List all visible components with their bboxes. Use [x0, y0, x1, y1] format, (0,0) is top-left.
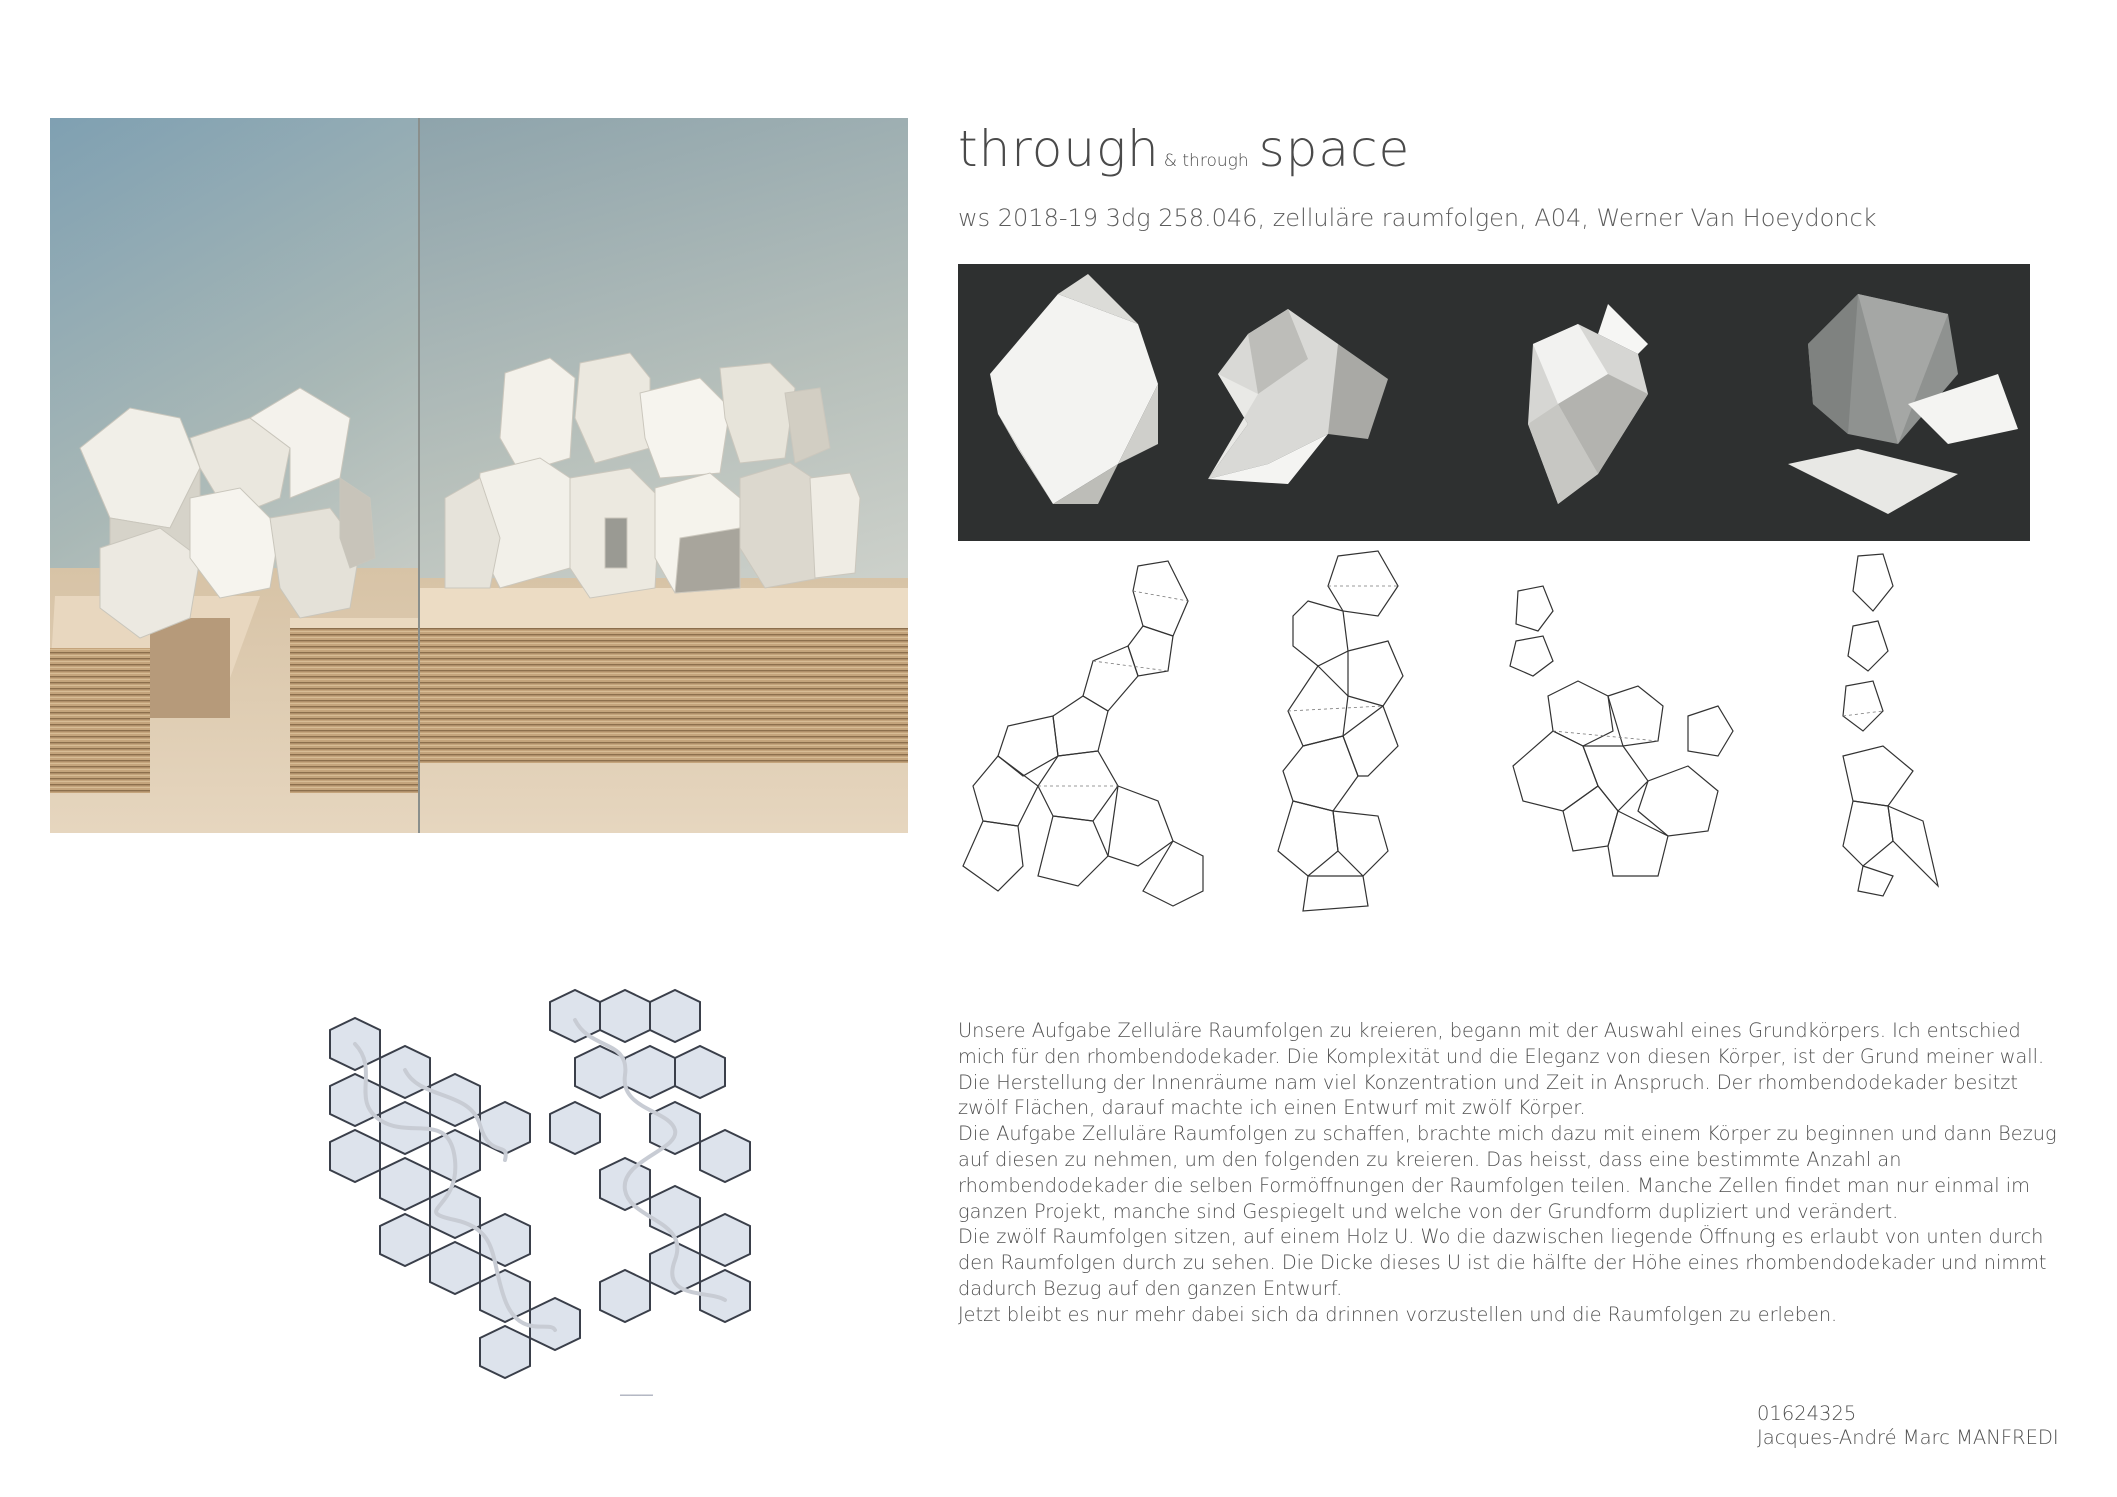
title-word-1: through — [958, 120, 1160, 178]
model-photo — [50, 118, 908, 833]
description-paragraph-3: Die zwölf Raumfolgen sitzen, auf einem Holz U. Wo die dazwischen liegende Öffnung es erlaubt von unten durch den Raumfolgen durch zu sehen. Die Dicke dieses U ist die hälfte der Höhe eines rhombendodekader und nimmt dadurch Bezug auf den ganzen Entwurf. — [958, 1225, 2047, 1300]
student-id: 01624325 — [1757, 1402, 1857, 1425]
cell-renderings-band — [958, 264, 2030, 541]
net-4 — [1843, 554, 1938, 896]
net-2 — [1278, 551, 1403, 911]
description-paragraph-4: Jetzt bleibt es nur mehr dabei sich da drinnen vorzustellen und die Raumfolgen zu erleben. — [958, 1302, 1838, 1326]
project-description — [958, 1018, 2068, 1328]
net-1 — [963, 561, 1203, 906]
cell-render-4 — [1788, 294, 2018, 514]
unfolded-nets — [958, 546, 2030, 926]
author-block — [1757, 1402, 2059, 1450]
page-title — [958, 120, 1410, 178]
title-connector: & through — [1163, 151, 1249, 171]
svg-text:———: ——— — [620, 1389, 653, 1401]
description-paragraph-2: Die Aufgabe Zelluläre Raumfolgen zu schaffen, brachte mich dazu mit einem Körper zu beginnen und dann Bezug auf diesen zu nehmen, um den folgenden zu kreieren. Das heisst, dass eine bestimmte Anzahl an rhombendodekader die selben Formöffnungen der Raumfolgen teilen. Manche Zellen findet man nur einmal im ganzen Projekt, manche sind Gespiegelt und welche von der Grundform dupliziert und verändert. — [958, 1122, 2057, 1223]
cell-render-3 — [1528, 304, 1648, 504]
description-paragraph-1: Unsere Aufgabe Zelluläre Raumfolgen zu kreieren, begann mit der Auswahl eines Grundkörpers. Ich entschied mich für den rhombendodekader. Die Komplexität und die Eleganz von diesen Körper, ist der Grund meiner wall. Die Herstellung der Innenräume nam viel Konzentration und Zeit in Anspruch. Der rhombendodekader besitzt zwölf Flächen, darauf machte ich einen Entwurf mit zwölf Körper. — [958, 1019, 2045, 1120]
author-name: Jacques-André Marc MANFREDI — [1757, 1426, 2059, 1449]
net-3 — [1510, 586, 1733, 876]
title-word-2: space — [1258, 120, 1411, 178]
cell-sequence-drawing — [150, 960, 890, 1430]
course-subtitle: ws 2018-19 3dg 258.046, zelluläre raumfolgen, A04, Werner Van Hoeydonck — [958, 204, 1877, 232]
cell-render-1 — [990, 274, 1158, 504]
cell-render-2 — [1208, 309, 1388, 484]
